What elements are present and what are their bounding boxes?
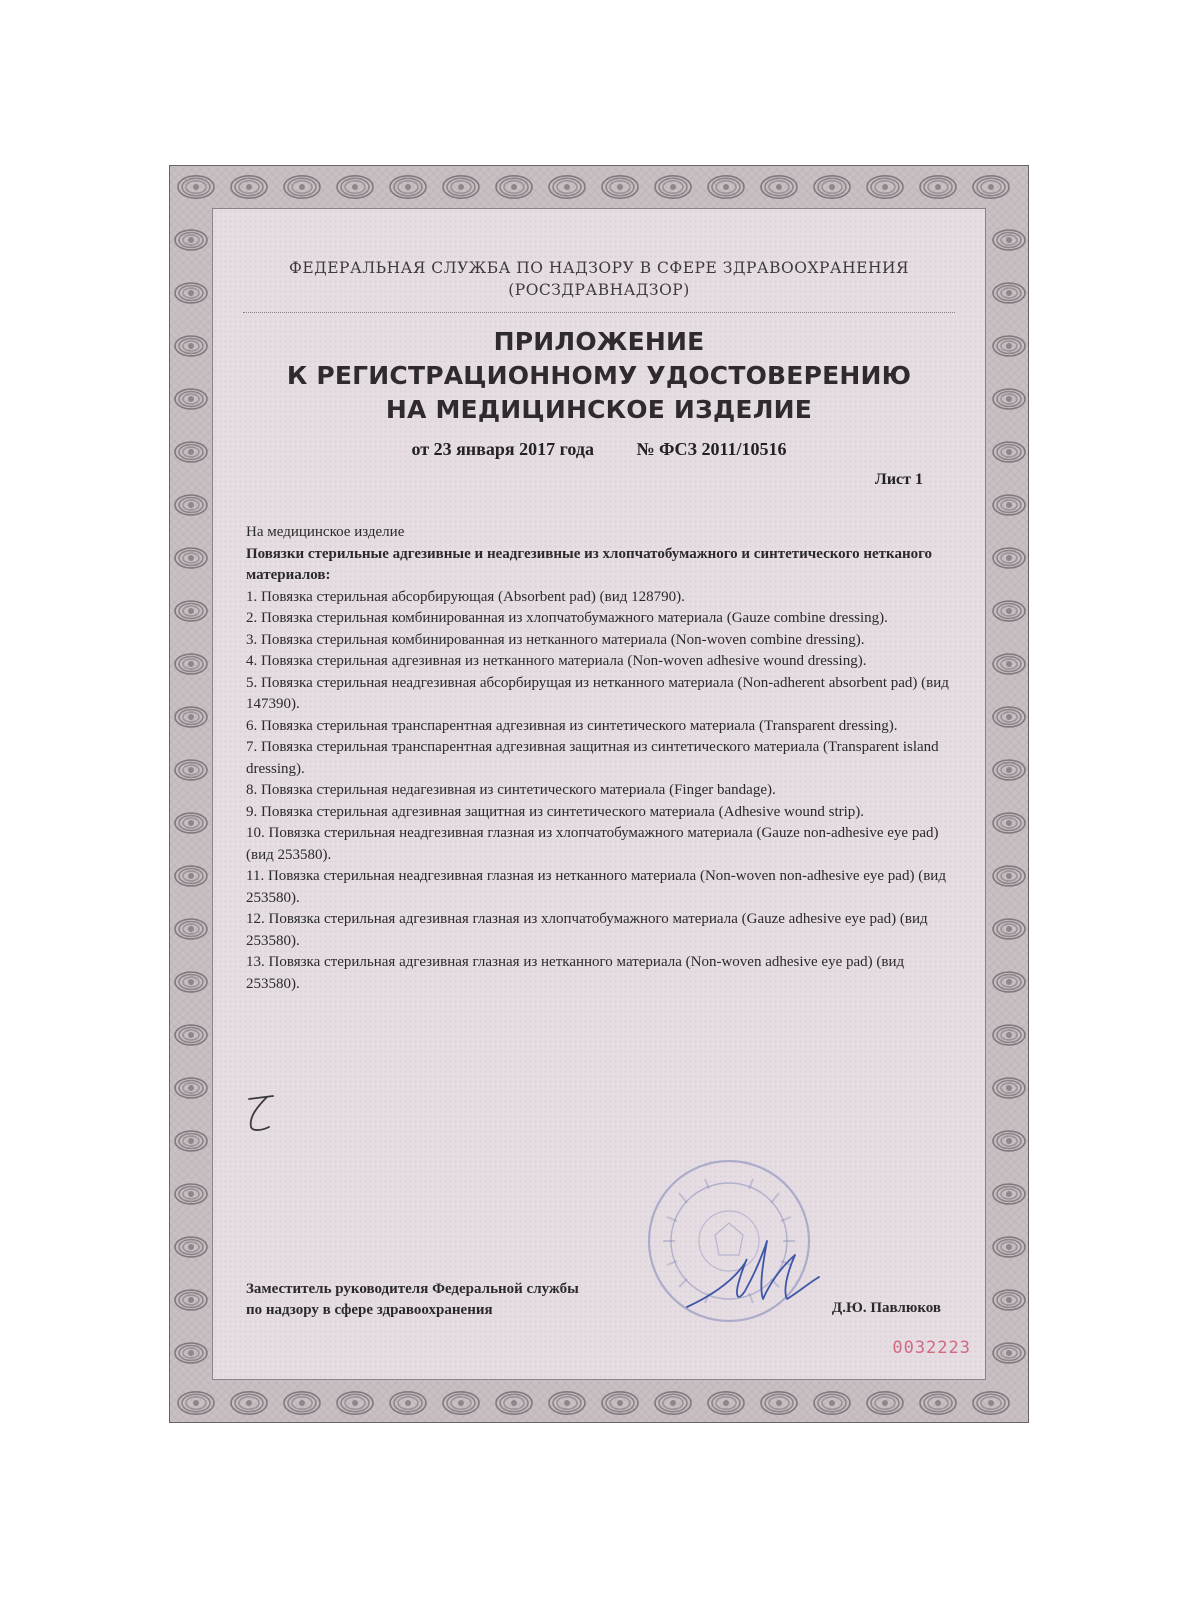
border-ornament	[993, 813, 1025, 833]
border-ornament	[993, 230, 1025, 250]
border-ornament	[175, 389, 207, 409]
border-ornament	[175, 707, 207, 727]
border-ornament	[993, 654, 1025, 674]
signatory-position-line1: Заместитель руководителя Федеральной службы	[246, 1281, 579, 1297]
border-ornament	[993, 389, 1025, 409]
border-ornament	[602, 176, 638, 198]
border-ornament	[175, 813, 207, 833]
border-ornament	[993, 1290, 1025, 1310]
product-item: 8. Повязка стерильная недагезивная из синтетического материала (Finger bandage).	[246, 782, 776, 798]
border-ornament	[814, 1392, 850, 1414]
document-text	[246, 522, 958, 995]
border-ornament	[175, 1078, 207, 1098]
border-ornament	[993, 495, 1025, 515]
border-ornament	[993, 283, 1025, 303]
border-ornament	[175, 283, 207, 303]
border-ornament	[175, 1025, 207, 1045]
border-ornament	[549, 1392, 585, 1414]
product-name: Повязки стерильные адгезивные и неадгезивные из хлопчатобумажного и синтетического нетканого материалов:	[246, 545, 933, 583]
border-ornament	[920, 1392, 956, 1414]
border-ornament	[443, 1392, 479, 1414]
product-item: 5. Повязка стерильная неадгезивная абсорбирущая из нетканного материала (Non-adherent absorbent pad) (вид 147390).	[246, 674, 949, 712]
border-ornament	[337, 1392, 373, 1414]
border-ornament	[708, 176, 744, 198]
border-ornament	[993, 1025, 1025, 1045]
border-ornament	[175, 972, 207, 992]
border-ornament	[175, 1184, 207, 1204]
border-ornament	[175, 1237, 207, 1257]
product-item: 10. Повязка стерильная неадгезивная глазная из хлопчатобумажного материала (Gauze non-adhesive eye pad) (вид 253580).	[246, 825, 939, 863]
border-ornament	[175, 760, 207, 780]
document-title-line2: К РЕГИСТРАЦИОННОМУ УДОСТОВЕРЕНИЮ	[286, 361, 912, 390]
border-ornament	[175, 654, 207, 674]
border-ornament	[175, 442, 207, 462]
border-ornament	[175, 1343, 207, 1363]
certificate-body	[212, 208, 986, 1380]
border-ornament	[175, 1131, 207, 1151]
border-ornament	[337, 176, 373, 198]
border-ornament	[993, 972, 1025, 992]
border-ornament	[175, 601, 207, 621]
intro-text: На медицинское изделие	[246, 524, 405, 540]
border-ornament	[175, 336, 207, 356]
sheet-number: Лист 1	[874, 471, 923, 488]
product-item: 6. Повязка стерильная транспарентная адгезивная из синтетического материала (Transparent dressing).	[246, 717, 898, 734]
border-ornament	[175, 919, 207, 939]
border-ornament	[761, 1392, 797, 1414]
border-ornament	[993, 442, 1025, 462]
divider	[243, 312, 955, 313]
registration-number: № ФСЗ 2011/10516	[636, 439, 787, 459]
registration-line	[213, 439, 985, 460]
border-ornament	[284, 176, 320, 198]
border-ornament	[231, 176, 267, 198]
product-item: 1. Повязка стерильная абсорбирующая (Absorbent pad) (вид 128790).	[246, 588, 685, 605]
serial-number: 0032223	[892, 1338, 971, 1358]
signatory-name: Д.Ю. Павлюков	[831, 1300, 941, 1316]
border-ornament	[993, 1343, 1025, 1363]
border-ornament	[814, 176, 850, 198]
certificate	[169, 165, 1029, 1423]
border-ornament	[973, 1392, 1009, 1414]
border-ornament	[867, 176, 903, 198]
document-title-line1: ПРИЛОЖЕНИЕ	[493, 327, 705, 356]
border-ornament	[178, 1392, 214, 1414]
agency-abbreviation: (РОСЗДРАВНАДЗОР)	[508, 281, 690, 299]
border-ornament	[993, 1078, 1025, 1098]
border-ornament	[496, 1392, 532, 1414]
border-ornament	[175, 866, 207, 886]
border-ornament	[993, 707, 1025, 727]
agency-name: ФЕДЕРАЛЬНАЯ СЛУЖБА ПО НАДЗОРУ В СФЕРЕ ЗДРАВООХРАНЕНИЯ	[288, 259, 910, 277]
product-item: 3. Повязка стерильная комбинированная из нетканного материала (Non-woven combine dressing).	[246, 631, 865, 648]
product-item: 7. Повязка стерильная транспарентная адгезивная защитная из синтетического материала (Transparent island dressing).	[246, 739, 939, 777]
border-ornament	[390, 1392, 426, 1414]
border-ornament	[993, 1131, 1025, 1151]
border-ornament	[178, 176, 214, 198]
border-ornament	[655, 176, 691, 198]
border-ornament	[993, 919, 1025, 939]
signature	[683, 1233, 823, 1317]
border-ornament	[549, 176, 585, 198]
border-ornament	[175, 1290, 207, 1310]
registration-date: от 23 января 2017 года	[411, 439, 594, 459]
border-ornament	[496, 176, 532, 198]
border-ornament	[708, 1392, 744, 1414]
border-ornament	[973, 176, 1009, 198]
border-ornament	[867, 1392, 903, 1414]
handwritten-mark	[243, 1089, 281, 1135]
document-title-line3: НА МЕДИЦИНСКОЕ ИЗДЕЛИЕ	[385, 395, 813, 424]
border-ornament	[443, 176, 479, 198]
product-item: 4. Повязка стерильная адгезивная из нетканного материала (Non-woven adhesive wound dressing).	[246, 653, 867, 669]
signatory-position-line2: по надзору в сфере здравоохранения	[246, 1302, 493, 1318]
border-ornament	[284, 1392, 320, 1414]
border-ornament	[993, 1184, 1025, 1204]
product-item: 9. Повязка стерильная адгезивная защитная из синтетического материала (Adhesive wound strip).	[246, 803, 865, 820]
product-list	[246, 587, 958, 996]
border-ornament	[761, 176, 797, 198]
border-ornament	[390, 176, 426, 198]
border-ornament	[175, 548, 207, 568]
border-ornament	[993, 866, 1025, 886]
border-ornament	[993, 548, 1025, 568]
product-item: 2. Повязка стерильная комбинированная из хлопчатобумажного материала (Gauze combine dressing).	[246, 610, 888, 626]
border-ornament	[602, 1392, 638, 1414]
product-item: 13. Повязка стерильная адгезивная глазная из нетканного материала (Non-woven adhesive eye pad) (вид 253580).	[246, 954, 905, 992]
border-ornament	[993, 601, 1025, 621]
border-ornament	[993, 1237, 1025, 1257]
border-ornament	[993, 760, 1025, 780]
border-ornament	[993, 336, 1025, 356]
border-ornament	[920, 176, 956, 198]
border-ornament	[231, 1392, 267, 1414]
border-ornament	[175, 495, 207, 515]
product-item: 12. Повязка стерильная адгезивная глазная из хлопчатобумажного материала (Gauze adhesive eye pad) (вид 253580).	[246, 911, 928, 949]
product-item: 11. Повязка стерильная неадгезивная глазная из нетканного материала (Non-woven non-adhesive eye pad) (вид 253580).	[246, 868, 946, 906]
border-ornament	[655, 1392, 691, 1414]
signatory-position	[246, 1279, 579, 1321]
border-ornament	[175, 230, 207, 250]
